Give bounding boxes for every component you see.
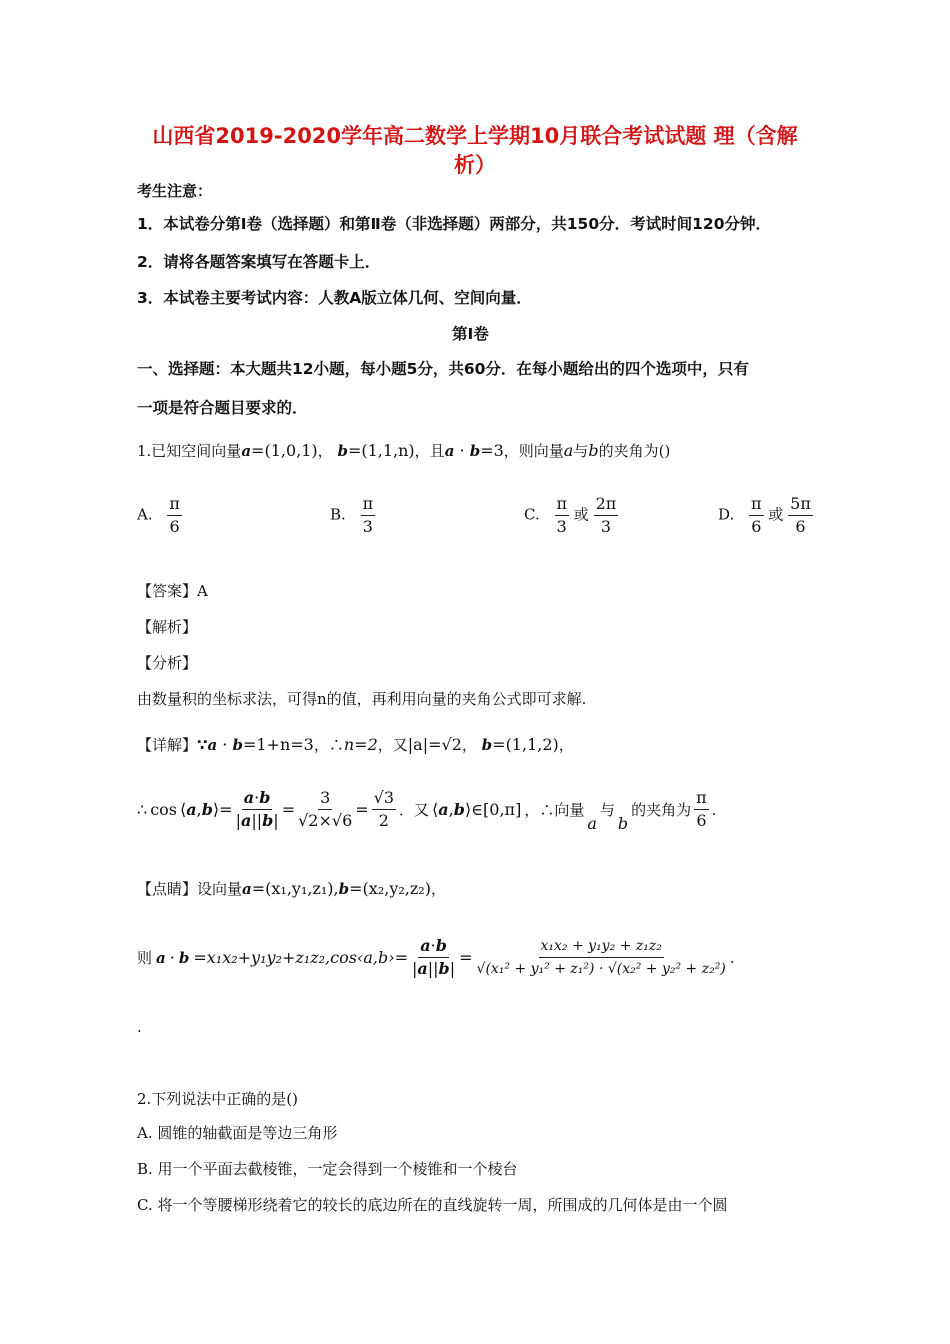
vector-b-value: =(1,1,n) <box>347 441 415 460</box>
cos-b: b <box>201 800 213 819</box>
ans-num: π <box>694 788 709 810</box>
detail-abs-a: |a|=√2 <box>407 735 462 754</box>
q1-tail: ，则向量 <box>503 442 564 460</box>
dianjing-a-coords: =(x₁,y₁,z₁), <box>251 879 339 898</box>
q1-analysis-label: 【解析】 <box>137 618 198 636</box>
cos-end: 的夹角为 <box>631 801 692 819</box>
eq-num: 3 <box>318 788 332 810</box>
q2-option-a: A. 圆锥的轴截面是等边三角形 <box>137 1124 338 1142</box>
notice-item-3: 3．本试卷主要考试内容：人教A版立体几何、空间向量． <box>137 289 532 307</box>
option-den: 3 <box>362 517 373 536</box>
option-or: 或 <box>573 505 589 524</box>
cos-text: ，∴向量 <box>524 801 585 819</box>
formula-expand: =x₁x₂+y₁y₂+z₁z₂,cos‹a,b›= <box>193 948 408 967</box>
part1-line-1: 一、选择题：本大题共12小题，每小题5分，共60分．在每小题给出的四个选项中，只有 <box>137 360 749 378</box>
option-num: π <box>167 494 182 516</box>
q1-stem-prefix: 1.已知空间向量 <box>137 442 242 460</box>
cos-period: . <box>711 800 717 819</box>
cos-yu: 与 <box>599 801 615 819</box>
formula-den: √(x₁² + y₁² + z₁²) · √(x₂² + y₂² + z₂²) <box>476 961 726 977</box>
option-den: 3 <box>556 517 567 536</box>
dot-eq: =3 <box>480 441 504 460</box>
because-symbol: ∵ <box>197 736 208 754</box>
cos-plain-a: a <box>587 814 597 833</box>
option-label: B. <box>330 505 346 524</box>
formula-frac-a: a <box>420 936 431 955</box>
q1-fenxi-text: 由数量积的坐标求法，可得n的值，再利用向量的夹角公式即可求解. <box>137 690 587 708</box>
vector-a-value: =(1,0,1) <box>251 441 318 460</box>
q1-option-a <box>137 494 182 537</box>
dianjing-b-coords: =(x₂,y₂,z₂) <box>349 879 431 898</box>
dianjing-label: 【点睛】设向量 <box>137 880 243 898</box>
formula-frac-b: b <box>435 936 447 955</box>
detail-you: ，又 <box>377 736 408 754</box>
notice-heading: 考生注意： <box>137 182 213 200</box>
formula-num: x₁x₂ + y₁y₂ + z₁z₂ <box>539 936 664 958</box>
cos-you: ．又 <box>399 801 430 819</box>
dot-a: a <box>444 442 455 460</box>
q1-stem: 1.已知空间向量a=(1,0,1)， b=(1,1,n)，且a · b=3，则向量a与b的夹角为() <box>137 441 671 460</box>
notice-item-2: 2．请将各题答案填写在答题卡上． <box>137 253 381 271</box>
q2-option-c: C. 将一个等腰梯形绕着它的较长的底边所在的直线旋转一周，所围成的几何体是由一个圆 <box>137 1196 728 1214</box>
frac-abs-b: b <box>262 811 274 830</box>
option-den-2: 6 <box>795 517 806 536</box>
option-num: π <box>749 494 764 516</box>
dianjing-comma: ， <box>430 880 446 898</box>
dianjing-a: a <box>242 880 252 898</box>
q1-detail-line: 【详解】∵a · b=1+n=3，∴n=2，又|a|=√2， b=(1,1,2)， <box>137 735 574 754</box>
ans-den: 6 <box>696 811 707 830</box>
dianjing-b: b <box>338 880 350 898</box>
range-a: a <box>438 800 449 819</box>
dot-b: b <box>469 442 481 460</box>
formula-a: a <box>156 948 166 967</box>
cos-plain-b: b <box>617 814 629 833</box>
title-line-2: 析） <box>454 153 496 177</box>
q1-mid: ，且 <box>414 442 445 460</box>
option-label: A. <box>137 505 153 524</box>
option-den-2: 3 <box>600 517 612 536</box>
formula-period: . <box>729 948 735 967</box>
plain-a: a <box>563 441 574 460</box>
frac-b: b <box>259 788 271 807</box>
option-num-2: 2π <box>594 494 619 516</box>
therefore-symbol: ∴ <box>137 800 148 819</box>
plain-b: b <box>588 441 599 460</box>
formula-ze: 则 <box>137 949 153 967</box>
option-or: 或 <box>768 505 784 524</box>
option-label: C. <box>524 505 540 524</box>
document-title <box>130 122 820 180</box>
res-num: √3 <box>372 788 396 810</box>
res-den: 2 <box>378 811 389 830</box>
detail-label: 【详解】 <box>137 736 198 754</box>
formula-b: b <box>178 948 190 967</box>
vector-b: b <box>337 442 348 460</box>
option-den: 6 <box>169 517 180 536</box>
q2-stem: 2.下列说法中正确的是() <box>137 1090 299 1108</box>
q1-cos-line: ∴ cos ⟨a,b⟩= $\frac{a\cdot b}{|a||b|}$ = $\frac{3}{√2\times√6}$ = $\frac{√3}{2}$ ．又 ⟨a,b⟩∈[0,π] ，∴向量 a 与 b 的夹角为 $\frac{\pi}{6}$ . <box>137 788 717 833</box>
detail-n-eq: n=2 <box>343 735 378 754</box>
detail-comma: ， <box>558 736 574 754</box>
detail-b: b <box>232 736 243 754</box>
cos-label: cos <box>150 800 177 819</box>
q1-option-c <box>524 494 618 537</box>
q1-answer: 【答案】A <box>137 582 208 600</box>
q1-end: 的夹角为() <box>598 442 671 460</box>
title-line-1: 山西省2019-2020学年高二数学上学期10月联合考试试题 理（含解 <box>152 124 798 148</box>
q1-yu: 与 <box>573 442 589 460</box>
formula-frac-abs-a: a <box>417 959 428 978</box>
option-den: 6 <box>751 517 762 536</box>
option-num: π <box>555 494 570 516</box>
section-title: 第Ⅰ卷 <box>452 325 489 343</box>
part1-line-2: 一项是符合题目要求的． <box>137 399 308 417</box>
option-num: π <box>361 494 376 516</box>
range-b: b <box>453 800 465 819</box>
detail-b-eq: =(1,1,2) <box>492 735 559 754</box>
formula-frac-abs-b: b <box>438 959 450 978</box>
cos-a: a <box>186 800 197 819</box>
detail-b2: b <box>481 736 493 754</box>
vector-a: a <box>241 442 252 460</box>
range: ∈[0,π] <box>471 800 522 819</box>
notice-item-1: 1．本试卷分第Ⅰ卷（选择题）和第Ⅱ卷（非选择题）两部分，共150分．考试时间120分钟． <box>137 215 771 233</box>
detail-eq1: =1+n=3 <box>242 735 314 754</box>
frac-abs-a: a <box>240 811 252 830</box>
q1-option-d <box>718 494 813 537</box>
detail-therefore: ，∴ <box>313 736 344 754</box>
detail-a: a <box>207 736 218 754</box>
q1-fenxi-label: 【分析】 <box>137 654 198 672</box>
option-label: D. <box>718 505 735 524</box>
q1-option-b <box>330 494 375 537</box>
eq-den: √2×√6 <box>298 811 353 830</box>
q1-end-dot: . <box>137 1018 142 1036</box>
q1-dianjing <box>137 878 446 899</box>
option-num-2: 5π <box>788 494 813 516</box>
frac-a: a <box>243 788 255 807</box>
q1-formula: 则 a · b =x₁x₂+y₁y₂+z₁z₂,cos‹a,b›= $\frac{a\cdot b}{|a||b|}$ = $\frac{\text{x₁x₂ + y₁y₂ + z₁z₂}}{\text{√(x₁² + y₁² + z₁²) · √(x₂² + y₂² + z₂²)}}$ . <box>137 936 735 978</box>
q2-option-b: B. 用一个平面去截棱锥，一定会得到一个棱锥和一个棱台 <box>137 1160 518 1178</box>
